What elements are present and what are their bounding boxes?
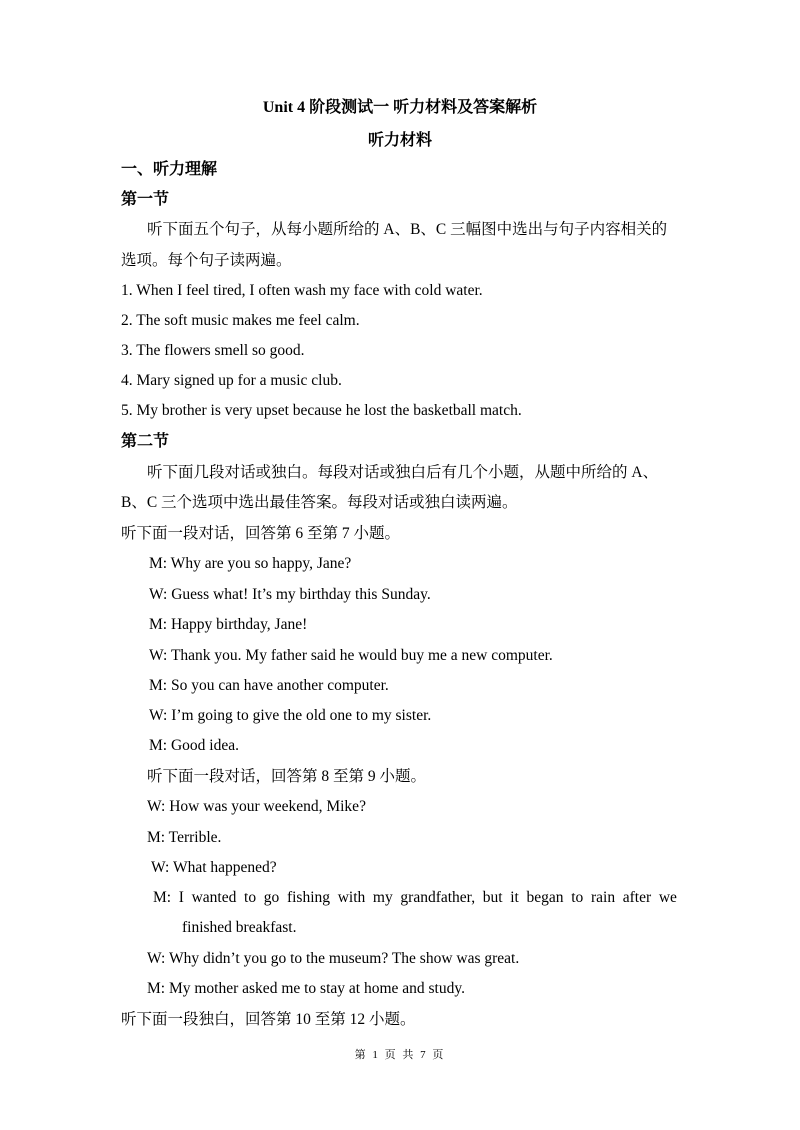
document-title: Unit 4 阶段测试一 听力材料及答案解析 <box>262 99 538 116</box>
dialogue2-line-2: M: Terrible. <box>147 829 222 846</box>
dialogue1-line-5: M: So you can have another computer. <box>149 677 389 694</box>
dialogue1-line-3: M: Happy birthday, Jane! <box>149 616 308 633</box>
word: it <box>510 889 519 906</box>
dialogue2-line-6: M: My mother asked me to stay at home and study. <box>147 980 465 997</box>
dialogue1-intro: 听下面一段对话，回答第 6 至第 7 小题。 <box>121 525 401 542</box>
word: fishing <box>286 889 331 906</box>
word: began <box>526 889 564 906</box>
dialogue2-line-1: W: How was your weekend, Mike? <box>147 798 366 815</box>
dialogue2-intro: 听下面一段对话，回答第 8 至第 9 小题。 <box>147 768 427 785</box>
dialogue2-line-5: W: Why didn’t you go to the museum? The show was great. <box>147 950 520 967</box>
dialogue2-line-4-continuation: finished breakfast. <box>182 919 297 936</box>
dialogue2-line-4-justified <box>153 888 677 908</box>
dialogue1-line-4: W: Thank you. My father said he would buy me a new computer. <box>149 647 553 664</box>
dialogue1-line-6: W: I’m going to give the old one to my sister. <box>149 707 432 724</box>
word: M: <box>153 889 172 906</box>
dialogue2-line-3: W: What happened? <box>151 859 277 876</box>
sentence-4: 4. Mary signed up for a music club. <box>121 372 342 389</box>
word: go <box>263 889 280 906</box>
document-subtitle: 听力材料 <box>367 132 432 149</box>
dialogue1-line-1: M: Why are you so happy, Jane? <box>149 555 352 572</box>
word: to <box>571 889 584 906</box>
sentence-2: 2. The soft music makes me feel calm. <box>121 312 360 329</box>
section2-heading: 第二节 <box>121 433 170 450</box>
sentence-5: 5. My brother is very upset because he lost the basketball match. <box>121 402 522 419</box>
word: rain <box>590 889 616 906</box>
word: we <box>658 889 677 906</box>
word: but <box>482 889 503 906</box>
section1-instruction-line2: 选项。每个句子读两遍。 <box>121 252 292 269</box>
section2-instruction-line1: 听下面几段对话或独白。每段对话或独白后有几个小题，从题中所给的 A、 <box>147 464 659 481</box>
word: after <box>622 889 652 906</box>
word: wanted <box>191 889 237 906</box>
sentence-3: 3. The flowers smell so good. <box>121 342 305 359</box>
word: to <box>244 889 257 906</box>
part-heading: 一、听力理解 <box>121 161 218 178</box>
word: with <box>337 889 366 906</box>
monologue-intro: 听下面一段独白，回答第 10 至第 12 小题。 <box>121 1011 416 1028</box>
word: my <box>372 889 393 906</box>
word: I <box>178 889 184 906</box>
section2-instruction-line2: B、C 三个选项中选出最佳答案。每段对话或独白读两遍。 <box>121 494 518 511</box>
page-footer: 第 1 页 共 7 页 <box>354 1049 446 1061</box>
dialogue1-line-2: W: Guess what! It’s my birthday this Sunday. <box>149 586 431 603</box>
section1-heading: 第一节 <box>121 191 170 208</box>
sentence-1: 1. When I feel tired, I often wash my face with cold water. <box>121 282 483 299</box>
dialogue1-line-7: M: Good idea. <box>149 737 239 754</box>
section1-instruction-line1: 听下面五个句子，从每小题所给的 A、B、C 三幅图中选出与句子内容相关的 <box>147 221 668 238</box>
word: grandfather, <box>400 889 476 906</box>
